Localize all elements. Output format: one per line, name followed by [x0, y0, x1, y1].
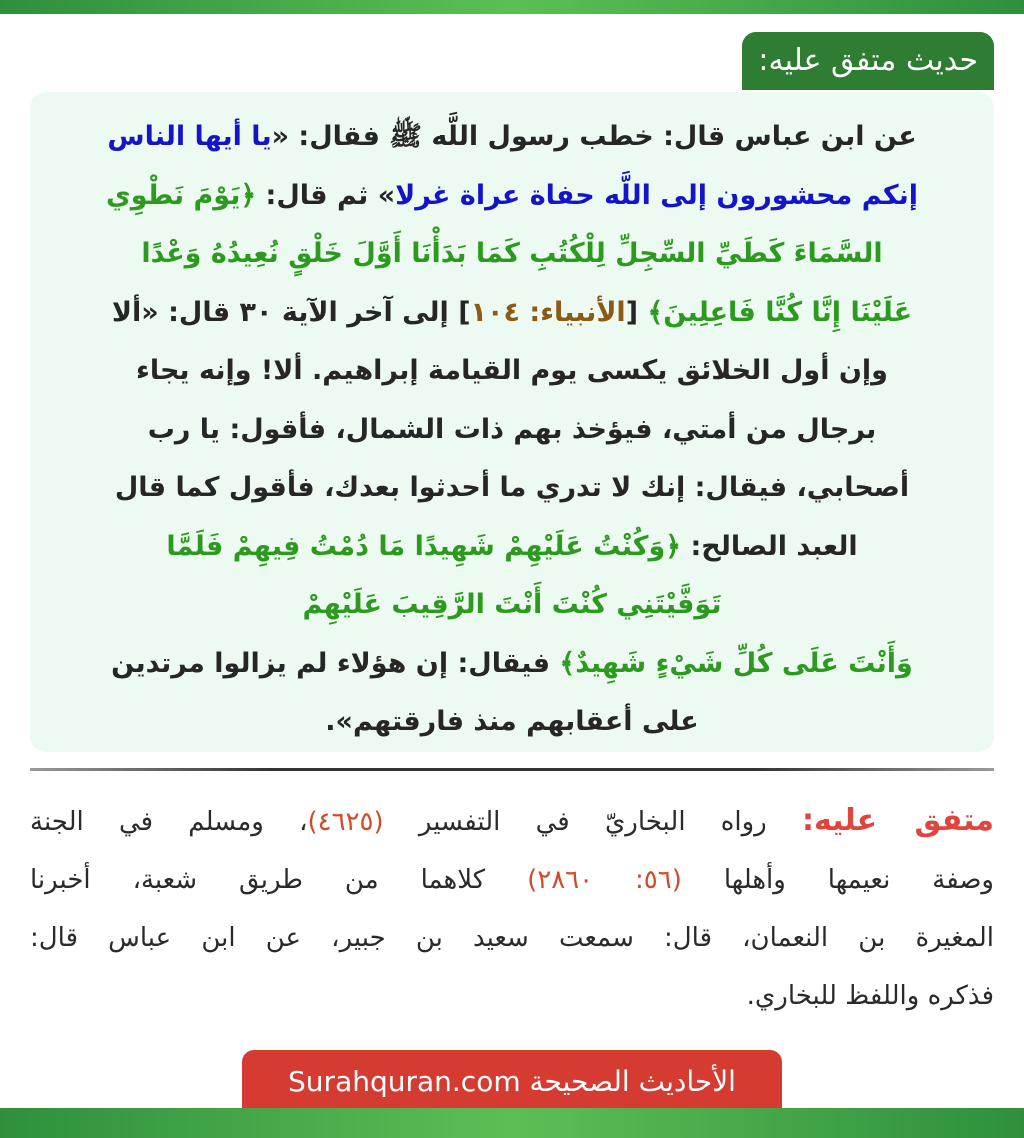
top-decorative-bar — [0, 0, 1024, 14]
hadith-line-8: العبد الصالح: ﴿وَكُنْتُ عَلَيْهِمْ شَهِيدًا مَا دُمْتُ فِيهِمْ فَلَمَّا — [166, 530, 858, 562]
source-label: متفق عليه: — [801, 803, 994, 838]
quran-verse: عَلَيْنَا إِنَّا كُنَّا فَاعِلِينَ﴾ — [647, 296, 913, 328]
prophet-quote: إنكم محشورون إلى اللَّه حفاة عراة غرلا — [395, 179, 919, 211]
hadith-number: (٤٦٢٥) — [307, 807, 384, 837]
bottom-decorative-bar — [0, 1108, 1024, 1138]
hadith-line-10: وَأَنْتَ عَلَى كُلِّ شَيْءٍ شَهِيدٌ﴾ فيقال: إن هؤلاء لم يزالوا مرتدين — [111, 647, 913, 679]
hadith-line-3: السَّمَاءَ كَطَيِّ السِّجِلِّ لِلْكُتُبِ كَمَا بَدَأْنَا أَوَّلَ خَلْقٍ نُعِيدُهُ وَعْدًا — [141, 238, 883, 269]
hadith-line-2: إنكم محشورون إلى اللَّه حفاة عراة غرلا» ثم قال: ﴿يَوْمَ نَطْوِي — [105, 179, 919, 211]
source-citation — [30, 792, 994, 1025]
source-line-2: وصفة نعيمها وأهلها (٥٦: ٢٨٦٠) كلاهما من طريق شعبة، أخبرنا — [30, 865, 994, 895]
hadith-line-9: تَوَفَّيْتَنِي كُنْتَ أَنْتَ الرَّقِيبَ عَلَيْهِمْ — [302, 589, 722, 620]
prophet-quote: يا أيها الناس — [107, 121, 272, 152]
hadith-line-11: على أعقابهم منذ فارقتهم». — [325, 706, 699, 737]
source-line-4: فذكره واللفظ للبخاري. — [746, 981, 994, 1011]
hadith-line-5: وإن أول الخلائق يكسى يوم القيامة إبراهيم. ألا! وإنه يجاء — [136, 355, 888, 386]
hadith-line-6: برجال من أمتي، فيؤخذ بهم ذات الشمال، فأقول: يا رب — [147, 413, 877, 445]
hadith-line-4: عَلَيْنَا إِنَّا كُنَّا فَاعِلِينَ﴾ [الأنبياء: ١٠٤] إلى آخر الآية ٣٠ قال: «ألا — [111, 296, 913, 328]
verse-reference: الأنبياء: ١٠٤ — [470, 296, 626, 328]
quran-verse: وَأَنْتَ عَلَى كُلِّ شَيْءٍ شَهِيدٌ﴾ — [559, 647, 913, 679]
hadith-line-7: أصحابي، فيقال: إنك لا تدري ما أحدثوا بعدك، فأقول كما قال — [114, 472, 910, 503]
hadith-line-1: عن ابن عباس قال: خطب رسول اللَّه ﷺ فقال: «يا أيها الناس — [107, 121, 917, 152]
site-watermark-badge: الأحاديث الصحيحة Surahquran.com — [242, 1050, 782, 1110]
hadith-number: (٥٦: ٢٨٦٠) — [527, 865, 682, 895]
hadith-type-badge: حديث متفق عليه: — [742, 32, 994, 90]
section-divider — [30, 768, 994, 771]
quran-verse: ﴿يَوْمَ نَطْوِي — [105, 179, 257, 211]
quran-verse: ﴿وَكُنْتُ عَلَيْهِمْ شَهِيدًا مَا دُمْتُ فِيهِمْ فَلَمَّا — [166, 530, 682, 562]
source-line-3: المغيرة بن النعمان، قال: سمعت سعيد بن جبير، عن ابن عباس قال: — [30, 923, 994, 953]
source-line-1: متفق عليه: رواه البخاريّ في التفسير (٤٦٢٥)، ومسلم في الجنة — [30, 803, 994, 838]
hadith-text-box — [30, 92, 994, 752]
